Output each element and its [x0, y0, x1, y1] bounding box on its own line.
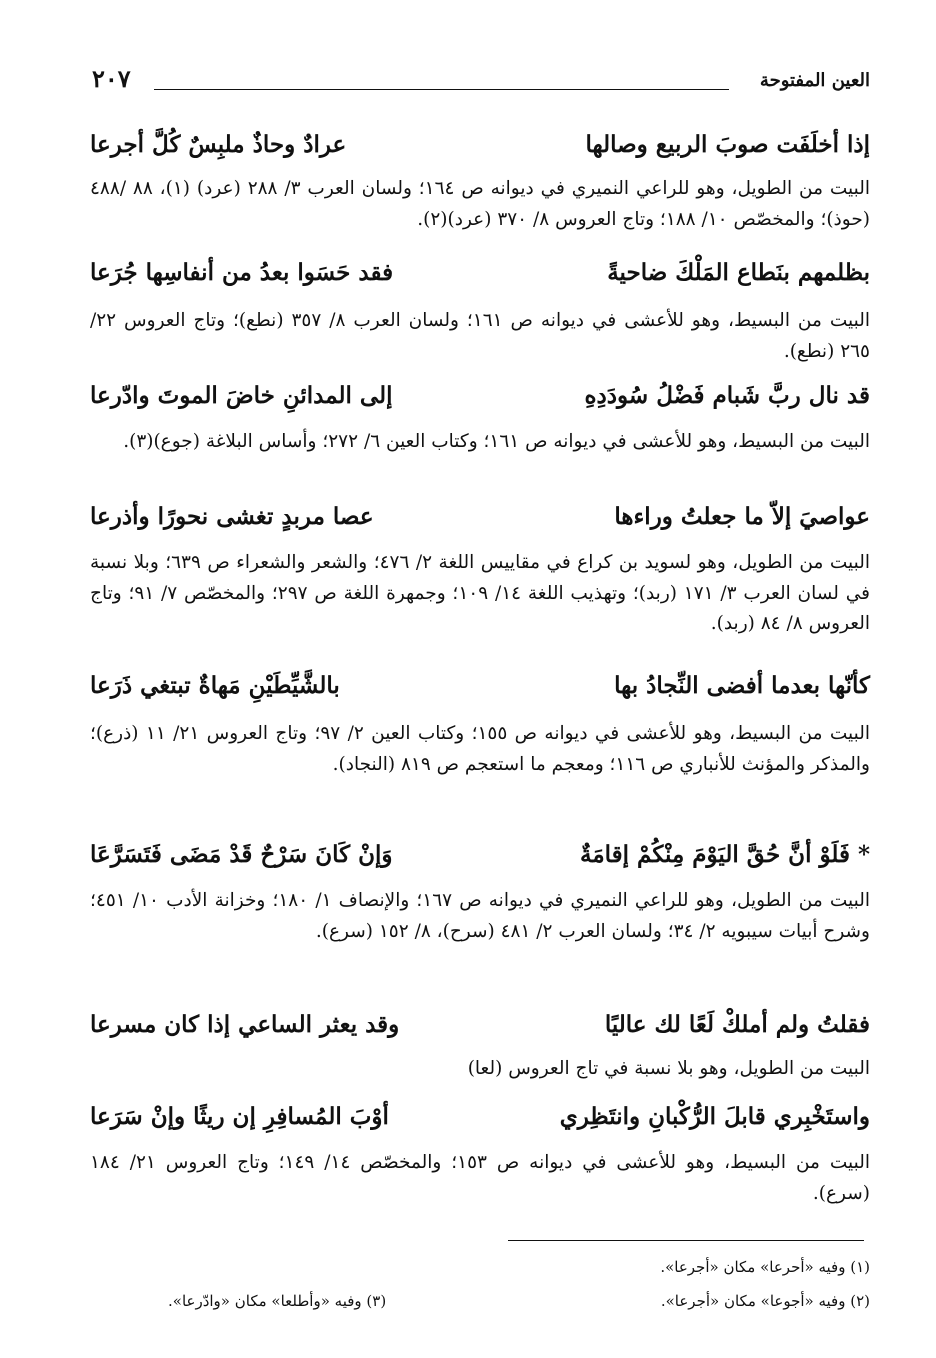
verse-note: البيت من الطويل، وهو بلا نسبة في تاج العروس (لعا) — [467, 1058, 870, 1079]
footnote-rule — [508, 1240, 864, 1241]
verse-line — [90, 1100, 870, 1134]
verse-hemistich-left: إلى المدائنِ خاضَ الموتَ وادّرعا — [90, 382, 393, 409]
verse-hemistich-right-text: فَلَوْ أنَّ حُقَّ اليَوْمَ مِنْكُمْ إقامَةٌ — [579, 841, 850, 868]
verse-line — [90, 1008, 870, 1042]
running-header-title: العين المفتوحة — [759, 70, 870, 91]
verse-hemistich-left: وقد يعثر الساعي إذا كان مسرعا — [90, 1011, 400, 1038]
verse-hemistich-left: عرادٌ وحاذٌ ملبِسٌ كُلَّ أجرعا — [90, 131, 347, 158]
verse-hemistich-right — [580, 838, 870, 872]
verse-hemistich-left: فقد حَسَوا بعدُ من أنفاسِها جُرَعا — [90, 259, 394, 286]
verse-note: البيت من البسيط، وهو للأعشى في ديوانه ص ١٦١؛ ولسان العرب ٨/ ٣٥٧ (نطع)؛ وتاج العروس ٢٢/ ٢٦٥ (نطع). — [90, 310, 870, 362]
page-number: ٢٠٧ — [92, 64, 131, 93]
verse-note: البيت من البسيط، وهو للأعشى في ديوانه ص ١٦١؛ وكتاب العين ٦/ ٢٧٢؛ وأساس البلاغة (جوع)(٣). — [123, 431, 870, 452]
verse-note: البيت من البسيط، وهو للأعشى في ديوانه ص ١٥٥؛ وكتاب العين ٢/ ٩٧؛ وتاج العروس ٢١/ ١١ (ذرع)؛ والمذكر والمؤنث للأنباري ص ١١٦؛ ومعجم ما استعجم ص ٨١٩ (النجاد). — [90, 723, 870, 775]
footnote: (١) وفيه «أحرعا» مكان «أجرعا». — [660, 1258, 870, 1276]
verse-hemistich-right: كأنّها بعدما أفضى النِّجادُ بها — [614, 672, 870, 699]
footnote: (٢) وفيه «أجوعا» مكان «أجرعا». — [660, 1292, 870, 1310]
verse-line — [90, 379, 870, 413]
verse-hemistich-left: بالشَّيِّطَيْنِ مَهاةٌ تبتغي ذَرَعا — [90, 672, 340, 699]
verse-hemistich-right: عواصيَ إلاّ ما جعلتُ وراءها — [614, 503, 870, 530]
verse-hemistich-left: عصا مربدٍ تغشى نحورًا وأذرعا — [90, 503, 374, 530]
verse-hemistich-right: قد نال ربَّ شَبام فَضْلُ سُودَدِهِ — [584, 382, 870, 409]
verse-hemistich-right: فقلتُ ولم أملكْ لَعًا لك عاليًا — [604, 1011, 870, 1038]
verse-line — [90, 128, 870, 162]
verse-hemistich-left: وَإنْ كَانَ سَرْحٌ قَدْ مَضَى فَتَسَرَّعَا — [90, 841, 393, 868]
verse-hemistich-right: واستَخْبِري قابلَ الرُّكْبانِ وانتَظِري — [559, 1103, 870, 1130]
starred-verse-marker: * — [857, 841, 870, 868]
verse-note: البيت من الطويل، وهو للراعي النميري في ديوانه ص ١٦٧؛ والإنصاف ١/ ١٨٠؛ وخزانة الأدب ١٠/ ٤٥١؛ وشرح أبيات سيبويه ٢/ ٣٤؛ ولسان العرب ٢/ ٤٨١ (سرح)، ٨/ ١٥٢ (سرع). — [90, 890, 870, 942]
verse-line — [90, 256, 870, 290]
verse-line — [90, 500, 870, 534]
verse-hemistich-left: أوْبَ المُسافِرِ إن ريثًا وإنْ سَرَعا — [90, 1103, 389, 1130]
verse-note: البيت من الطويل، وهو لسويد بن كراع في مقاييس اللغة ٢/ ٤٧٦؛ والشعر والشعراء ص ٦٣٩؛ وبلا نسبة في لسان العرب ٣/ ١٧١ (ربد)؛ وتهذيب اللغة ١٤/ ١٠٩؛ وجمهرة اللغة ص ٢٩٧؛ والمخصّص ٧/ ٩١؛ وتاج العروس ٨/ ٨٤ (ربد). — [90, 552, 870, 634]
verse-line — [90, 669, 870, 703]
verse-hemistich-right: إذا أخلَفَت صوبَ الربيع وصالها — [585, 131, 870, 158]
verse-note: البيت من البسيط، وهو للأعشى في ديوانه ص ١٥٣؛ والمخصّص ١٤/ ١٤٩؛ وتاج العروس ٢١/ ١٨٤ (سرع). — [90, 1152, 870, 1204]
verse-note: البيت من الطويل، وهو للراعي النميري في ديوانه ص ١٦٤؛ ولسان العرب ٣/ ٢٨٨ (عرد) (١)، ٨٨ /٤٨٨ (حوذ)؛ والمخصّص ١٠/ ١٨٨؛ وتاج العروس ٨/ ٣٧٠ (عرد)(٢). — [90, 178, 870, 230]
footnote: (٣) وفيه «وأطلعا» مكان «وادّرعا». — [168, 1292, 387, 1310]
header-rule — [154, 89, 729, 90]
verse-hemistich-right: بظلمهم بنَطاع المَلْكَ ضاحيةً — [607, 259, 870, 286]
verse-line — [90, 838, 870, 872]
